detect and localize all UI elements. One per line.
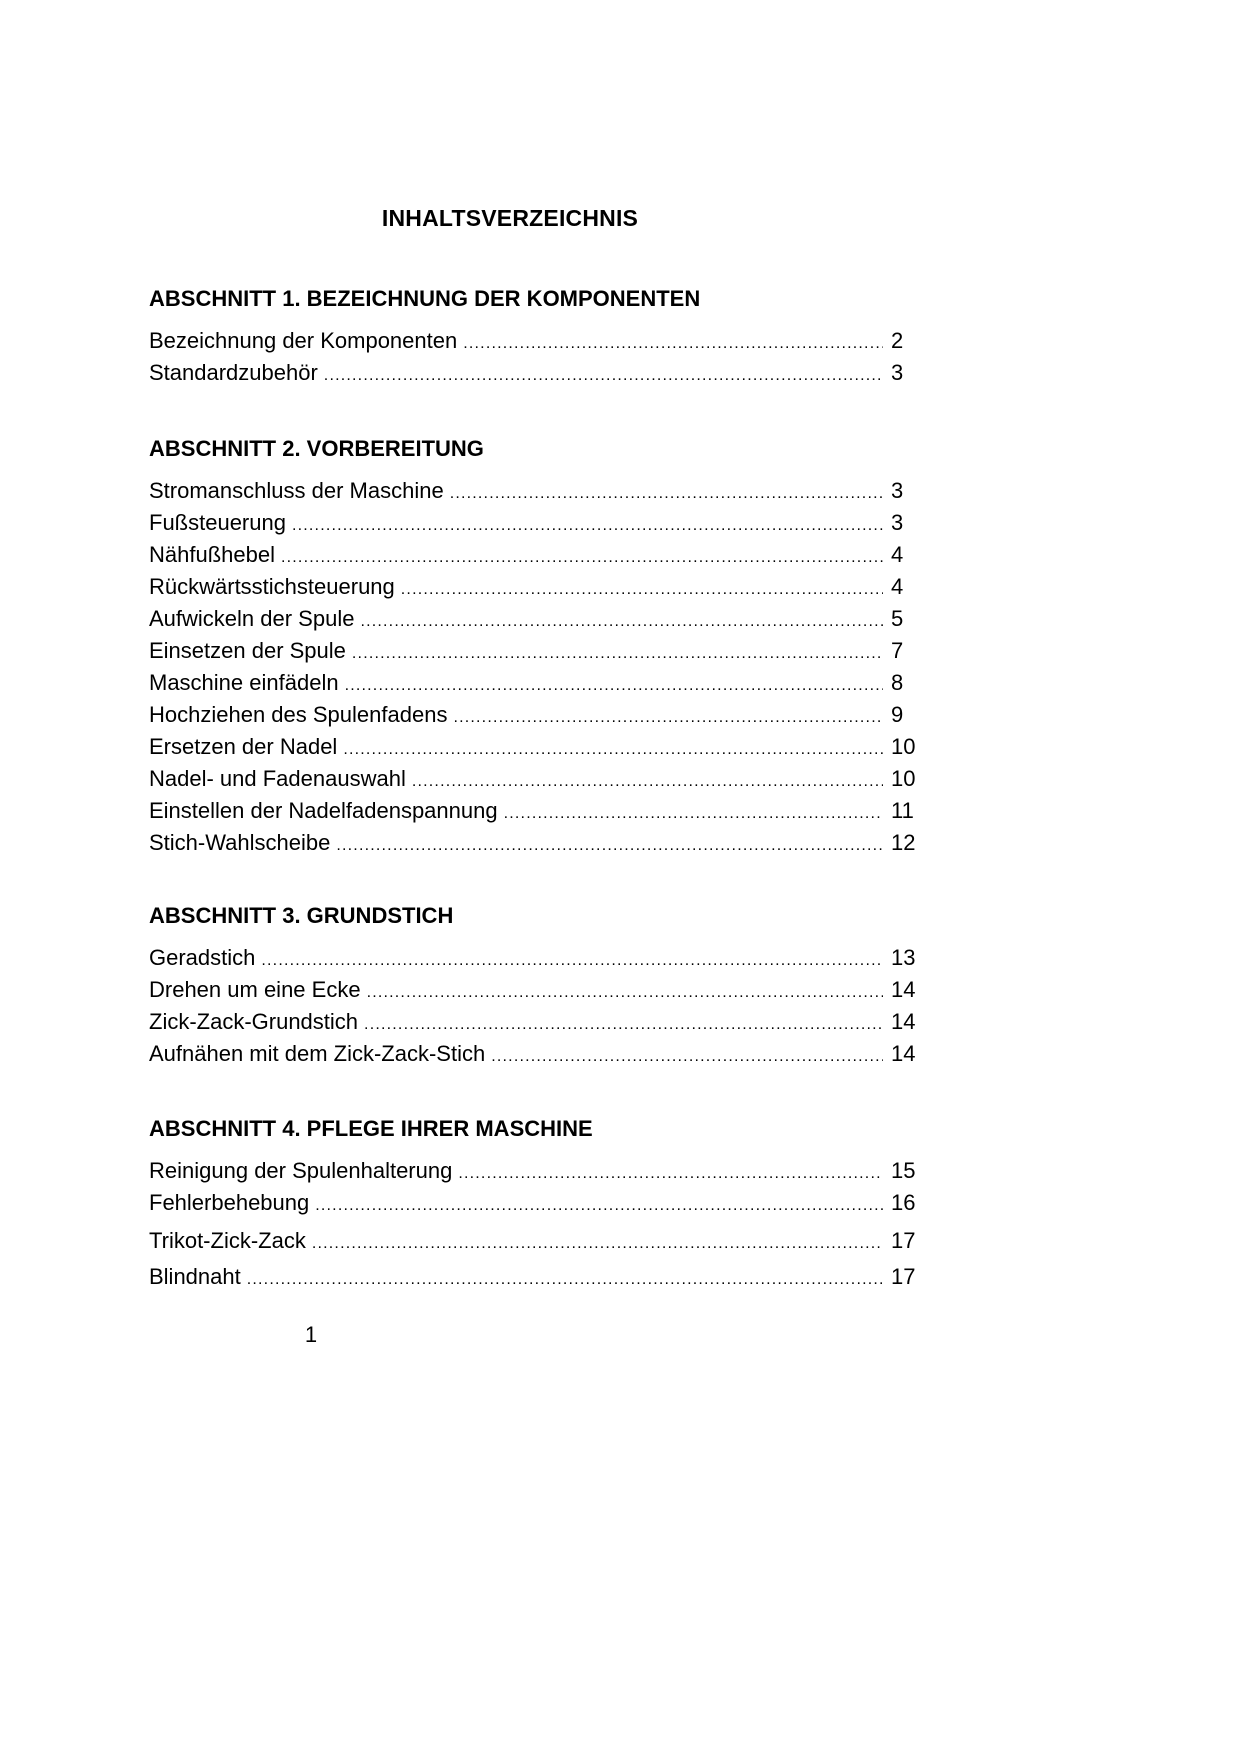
dot-leader xyxy=(324,360,883,392)
toc-entry-page: 4 xyxy=(891,542,904,567)
dot-leader xyxy=(312,1228,883,1260)
toc-entry xyxy=(149,1006,919,1038)
toc-entry xyxy=(149,475,919,507)
toc-entry xyxy=(149,795,919,827)
toc-entry-page: 3 xyxy=(891,478,904,503)
toc-section-1 xyxy=(149,283,919,389)
toc-entry xyxy=(149,635,919,667)
toc-entry-label: Nähfußhebel xyxy=(149,542,275,567)
toc-entry-label: Rückwärtsstichsteuerung xyxy=(149,574,395,599)
dot-leader xyxy=(352,638,883,670)
toc-entry-label: Hochziehen des Spulenfadens xyxy=(149,702,448,727)
toc-entry-label: Stromanschluss der Maschine xyxy=(149,478,444,503)
toc-entry-label: Reinigung der Spulenhalterung xyxy=(149,1158,453,1183)
toc-entry-page: 14 xyxy=(891,977,916,1002)
dot-leader xyxy=(343,734,883,766)
toc-entry-page: 14 xyxy=(891,1009,916,1034)
toc-entry-page: 7 xyxy=(891,638,904,663)
toc-section-4 xyxy=(149,1113,919,1293)
dot-leader xyxy=(261,945,883,977)
section-heading: ABSCHNITT 4. PFLEGE IHRER MASCHINE xyxy=(149,1116,593,1141)
toc-entry xyxy=(149,731,919,763)
toc-entry-label: Bezeichnung der Komponenten xyxy=(149,328,458,353)
dot-leader xyxy=(367,977,883,1009)
dot-leader xyxy=(453,702,883,734)
toc-entry-label: Aufnähen mit dem Zick-Zack-Stich xyxy=(149,1041,486,1066)
toc-entry-label: Geradstich xyxy=(149,945,256,970)
page-title: INHALTSVERZEICHNIS xyxy=(381,205,639,231)
toc-entry-page: 3 xyxy=(891,510,904,535)
dot-leader xyxy=(315,1190,883,1222)
toc-entry-page: 14 xyxy=(891,1041,916,1066)
toc-entry xyxy=(149,325,919,357)
toc-entry-page: 10 xyxy=(891,734,916,759)
toc-entry xyxy=(149,1225,919,1257)
toc-entry-label: Blindnaht xyxy=(149,1264,241,1289)
toc-entry-page: 3 xyxy=(891,360,904,385)
dot-leader xyxy=(360,606,883,638)
toc-entry-label: Zick-Zack-Grundstich xyxy=(149,1009,359,1034)
toc-entry-label: Stich-Wahlscheibe xyxy=(149,830,331,855)
toc-entry-page: 9 xyxy=(891,702,904,727)
toc-entry xyxy=(149,1187,919,1219)
dot-leader xyxy=(412,766,883,798)
toc-entry xyxy=(149,1261,919,1293)
toc-entry-page: 17 xyxy=(891,1228,916,1253)
toc-entry-page: 4 xyxy=(891,574,904,599)
toc-entry xyxy=(149,763,919,795)
toc-entry-page: 5 xyxy=(891,606,904,631)
toc-entry-label: Einsetzen der Spule xyxy=(149,638,346,663)
dot-leader xyxy=(504,798,883,830)
toc-entry-page: 15 xyxy=(891,1158,916,1183)
toc-entry-page: 11 xyxy=(891,798,914,823)
dot-leader xyxy=(463,328,883,360)
toc-entry-label: Ersetzen der Nadel xyxy=(149,734,338,759)
toc-section-2 xyxy=(149,433,919,859)
toc-entry-page: 2 xyxy=(891,328,904,353)
toc-entry-label: Nadel- und Fadenauswahl xyxy=(149,766,406,791)
toc-entry xyxy=(149,827,919,859)
toc-entry-page: 12 xyxy=(891,830,916,855)
dot-leader xyxy=(281,542,883,574)
toc-entry-label: Standardzubehör xyxy=(149,360,318,385)
toc-entry xyxy=(149,603,919,635)
page-number: 1 xyxy=(304,1322,318,1347)
dot-leader xyxy=(364,1009,883,1041)
toc-entry-label: Fußsteuerung xyxy=(149,510,286,535)
toc-entry xyxy=(149,667,919,699)
section-heading: ABSCHNITT 3. GRUNDSTICH xyxy=(149,903,454,928)
toc-entry-label: Einstellen der Nadelfadenspannung xyxy=(149,798,498,823)
toc-entry-page: 17 xyxy=(891,1264,916,1289)
dot-leader xyxy=(292,510,883,542)
toc-entry-page: 13 xyxy=(891,945,916,970)
toc-entry-page: 8 xyxy=(891,670,904,695)
toc-entry-label: Aufwickeln der Spule xyxy=(149,606,355,631)
dot-leader xyxy=(247,1264,883,1296)
toc-entry xyxy=(149,1038,919,1070)
toc-entry xyxy=(149,539,919,571)
dot-leader xyxy=(458,1158,883,1190)
dot-leader xyxy=(450,478,883,510)
toc-entry xyxy=(149,507,919,539)
section-heading: ABSCHNITT 2. VORBEREITUNG xyxy=(149,436,484,461)
toc-entry-page: 16 xyxy=(891,1190,916,1215)
toc-entry-label: Drehen um eine Ecke xyxy=(149,977,361,1002)
dot-leader xyxy=(491,1041,883,1073)
dot-leader xyxy=(345,670,883,702)
section-heading: ABSCHNITT 1. BEZEICHNUNG DER KOMPONENTEN xyxy=(149,286,701,311)
toc-entry-label: Fehlerbehebung xyxy=(149,1190,310,1215)
toc-section-3 xyxy=(149,900,919,1070)
toc-entry-page: 10 xyxy=(891,766,916,791)
dot-leader xyxy=(336,830,883,862)
toc-entry xyxy=(149,357,919,389)
toc-entry xyxy=(149,699,919,731)
toc-entry xyxy=(149,571,919,603)
toc-entry xyxy=(149,974,919,1006)
toc-entry-label: Trikot-Zick-Zack xyxy=(149,1228,306,1253)
toc-entry xyxy=(149,1155,919,1187)
toc-entry-label: Maschine einfädeln xyxy=(149,670,339,695)
dot-leader xyxy=(401,574,883,606)
toc-entry xyxy=(149,942,919,974)
